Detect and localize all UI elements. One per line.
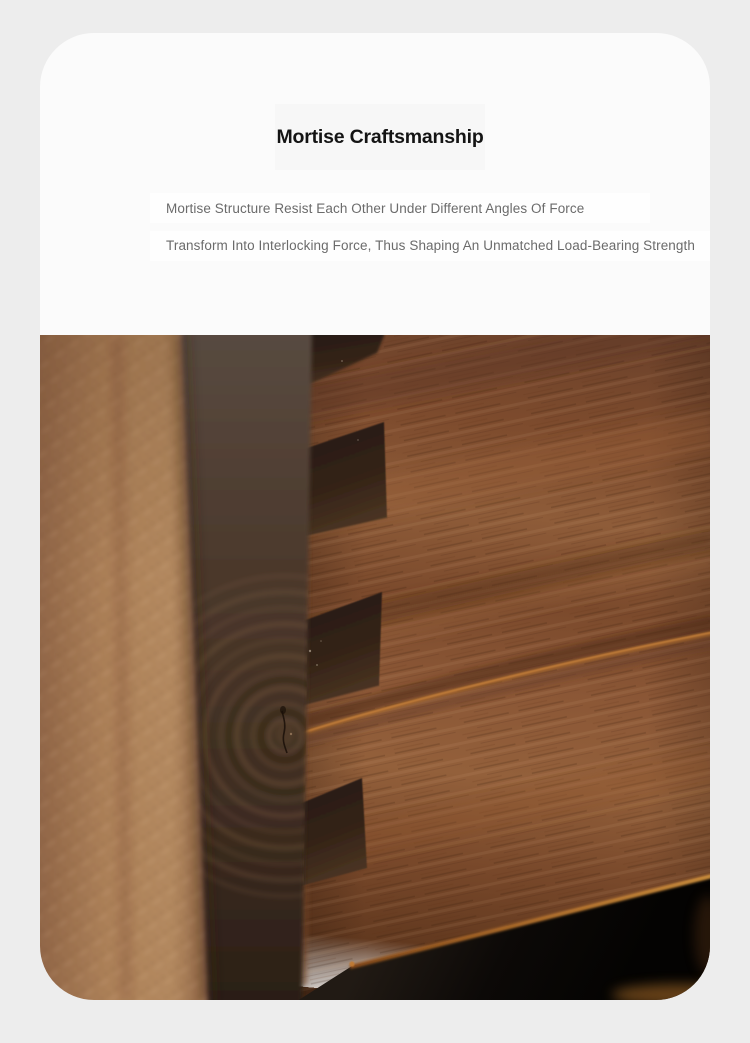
feature-card (40, 33, 710, 1000)
title-box (275, 104, 485, 170)
dovetail-joint-illustration (40, 335, 710, 1000)
mortise-joint-photo (40, 335, 710, 1000)
section-title: Mortise Craftsmanship (276, 125, 484, 148)
subtitle-line-2: Transform Into Interlocking Force, Thus Shaping An Unmatched Load-Bearing Strength (166, 238, 695, 253)
rim-light-dot (349, 961, 354, 966)
subtitle-line-1: Mortise Structure Resist Each Other Under Different Angles Of Force (166, 201, 585, 216)
side-panel-wood (40, 335, 208, 1000)
